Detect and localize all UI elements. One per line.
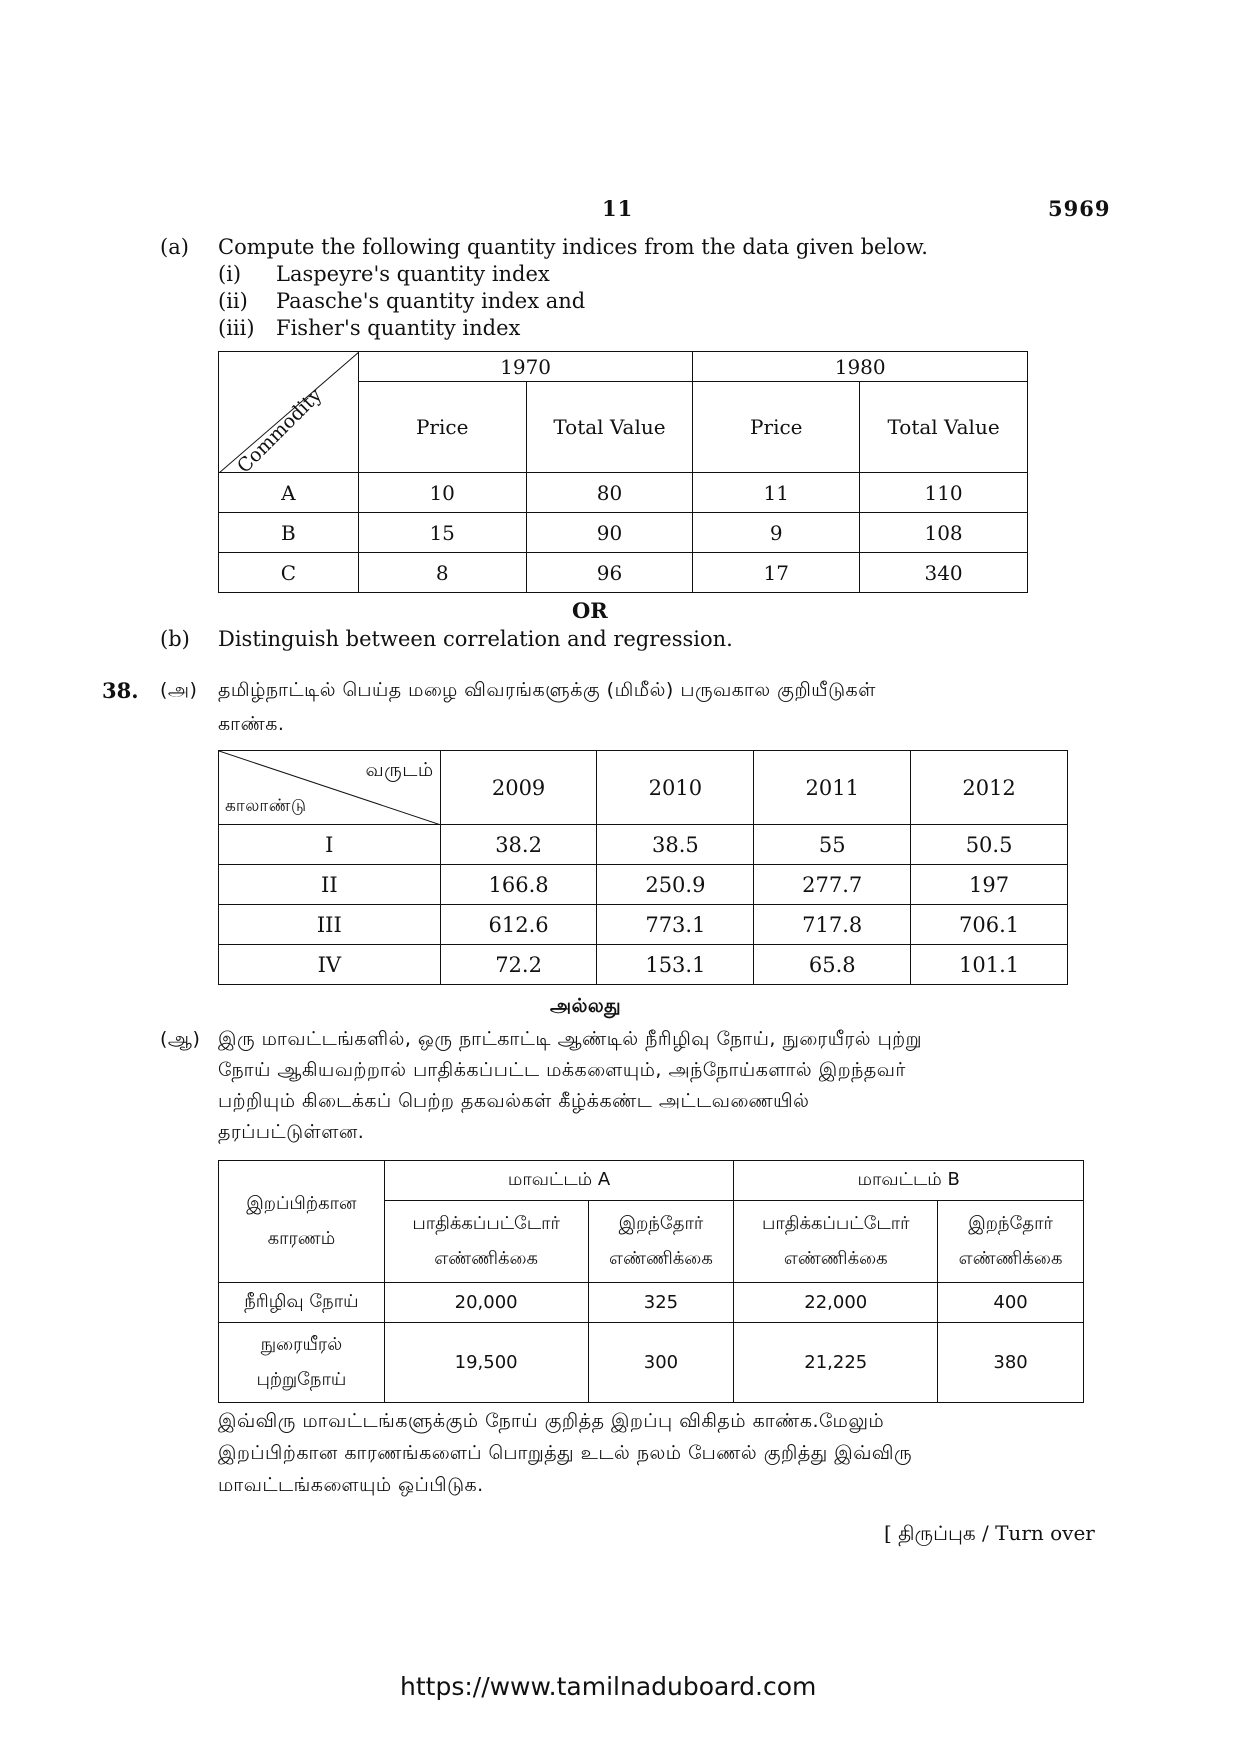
q38b-text: தரப்பட்டுள்ளன. — [218, 1121, 365, 1143]
cell: 15 — [358, 513, 526, 553]
q38a-text: தமிழ்நாட்டில் பெய்த மழை விவரங்களுக்கு (மிமீல்) பருவகால குறியீடுகள் — [218, 679, 876, 701]
row-label: நீரிழிவு நோய் — [219, 1283, 385, 1323]
cell: 325 — [588, 1283, 734, 1323]
q37a-item-num: (i) — [218, 262, 242, 286]
year-header: 2011 — [754, 751, 911, 825]
cell: 90 — [526, 513, 693, 553]
cell: 10 — [358, 473, 526, 513]
q38b-text: நோய் ஆகியவற்றால் பாதிக்கப்பட்ட மக்களையும், அந்நோய்களால் இறந்தவர் — [218, 1059, 906, 1081]
question-number: 38. — [102, 678, 139, 703]
table-row — [219, 825, 1068, 865]
or-separator-tamil: அல்லது — [550, 995, 622, 1017]
cell: 717.8 — [754, 905, 911, 945]
table-row — [219, 473, 1028, 513]
q37a-text: Compute the following quantity indices from the data given below. — [218, 235, 928, 259]
q37b-label: (b) — [160, 627, 190, 651]
commodity-corner-cell — [219, 352, 359, 478]
column-header — [938, 1201, 1084, 1283]
column-header — [384, 1201, 588, 1283]
row-label-line: நுரையீரல் — [260, 1333, 343, 1355]
cell: 72.2 — [440, 945, 597, 985]
cell: 277.7 — [754, 865, 911, 905]
table-row — [219, 945, 1068, 985]
cell: 108 — [860, 513, 1028, 553]
cell: 11 — [693, 473, 860, 513]
q38b-text: இரு மாவட்டங்களில், ஒரு நாட்காட்டி ஆண்டில் நீரிழிவு நோய், நுரையீரல் புற்று — [218, 1028, 923, 1050]
page-number: 11 — [602, 196, 634, 221]
mortality-table — [218, 1160, 1084, 1403]
cell: 110 — [860, 473, 1028, 513]
q37a-item-text: Paasche's quantity index and — [276, 289, 586, 313]
cell: 706.1 — [911, 905, 1068, 945]
cell: 101.1 — [911, 945, 1068, 985]
column-header — [588, 1201, 734, 1283]
cell: 250.9 — [597, 865, 754, 905]
column-header-line: பாதிக்கப்பட்டோர் — [412, 1212, 560, 1234]
row-label: I — [219, 825, 441, 865]
year-header: 2010 — [597, 751, 754, 825]
cell: 773.1 — [597, 905, 754, 945]
column-header-line: எண்ணிக்கை — [609, 1247, 713, 1269]
q37a-item-text: Laspeyre's quantity index — [276, 262, 550, 286]
commodity-label: Commodity — [233, 384, 327, 478]
row-label-line: புற்றுநோய் — [256, 1368, 347, 1390]
cell: 9 — [693, 513, 860, 553]
year-header: 1980 — [693, 352, 1028, 382]
column-header: Total Value — [526, 382, 693, 473]
q38b-text: பற்றியும் கிடைக்கப் பெற்ற தகவல்கள் கீழ்க்கண்ட அட்டவணையில் — [218, 1090, 810, 1112]
year-header: 1970 — [358, 352, 693, 382]
cell: 17 — [693, 553, 860, 593]
closing-text: இறப்பிற்கான காரணங்களைப் பொறுத்து உடல் நலம் பேணல் குறித்து இவ்விரு — [218, 1442, 913, 1464]
row-label: II — [219, 865, 441, 905]
cell: 55 — [754, 825, 911, 865]
cell: 612.6 — [440, 905, 597, 945]
cause-header-line: இறப்பிற்கான — [246, 1192, 357, 1214]
cell: 8 — [358, 553, 526, 593]
cell: 400 — [938, 1283, 1084, 1323]
q37b-text: Distinguish between correlation and regression. — [218, 627, 733, 651]
q37a-item-num: (iii) — [218, 316, 255, 340]
cell: 50.5 — [911, 825, 1068, 865]
table-row — [219, 865, 1068, 905]
cell: 166.8 — [440, 865, 597, 905]
table-row — [219, 1323, 1084, 1403]
cell: 80 — [526, 473, 693, 513]
cause-header — [219, 1161, 385, 1283]
cell: 197 — [911, 865, 1068, 905]
column-header: Price — [358, 382, 526, 473]
q38a-text: காண்க. — [218, 713, 285, 735]
cell: 19,500 — [384, 1323, 588, 1403]
cause-header-line: காரணம் — [267, 1227, 336, 1249]
cell: 38.5 — [597, 825, 754, 865]
year-header: 2012 — [911, 751, 1068, 825]
row-label — [219, 1323, 385, 1403]
row-label: A — [219, 473, 359, 513]
quarter-corner-label: காலாண்டு — [225, 796, 307, 816]
paper-code: 5969 — [1048, 196, 1111, 221]
cell: 300 — [588, 1323, 734, 1403]
footer-url-link[interactable]: https://www.tamilnaduboard.com — [400, 1672, 817, 1701]
q37a-item-text: Fisher's quantity index — [276, 316, 521, 340]
row-label: IV — [219, 945, 441, 985]
q37a-item-num: (ii) — [218, 289, 248, 313]
column-header-line: இறந்தோர் — [618, 1212, 704, 1234]
q38a-label: (அ) — [160, 679, 198, 701]
district-header: மாவட்டம் B — [734, 1161, 1084, 1201]
table-row — [219, 553, 1028, 593]
column-header — [734, 1201, 938, 1283]
cell: 380 — [938, 1323, 1084, 1403]
cell: 340 — [860, 553, 1028, 593]
row-label: C — [219, 553, 359, 593]
cell: 22,000 — [734, 1283, 938, 1323]
turn-over-note: [ திருப்புக / Turn over — [884, 1521, 1095, 1545]
table-row — [219, 1283, 1084, 1323]
quarter-year-corner-cell — [219, 751, 441, 825]
cell: 96 — [526, 553, 693, 593]
column-header: Total Value — [860, 382, 1028, 473]
closing-text: இவ்விரு மாவட்டங்களுக்கும் நோய் குறித்த இறப்பு விகிதம் காண்க.மேலும் — [218, 1410, 885, 1432]
table-row — [219, 905, 1068, 945]
row-label: B — [219, 513, 359, 553]
column-header-line: இறந்தோர் — [968, 1212, 1053, 1234]
column-header: Price — [693, 382, 860, 473]
cell: 65.8 — [754, 945, 911, 985]
cell: 153.1 — [597, 945, 754, 985]
row-label: III — [219, 905, 441, 945]
table-row — [219, 513, 1028, 553]
closing-text: மாவட்டங்களையும் ஒப்பிடுக. — [218, 1474, 484, 1496]
cell: 20,000 — [384, 1283, 588, 1323]
year-header: 2009 — [440, 751, 597, 825]
quantity-index-table — [218, 351, 1028, 593]
column-header-line: பாதிக்கப்பட்டோர் — [761, 1212, 910, 1234]
q38b-label: (ஆ) — [160, 1028, 201, 1050]
cell: 21,225 — [734, 1323, 938, 1403]
q37a-label: (a) — [160, 235, 189, 259]
cell: 38.2 — [440, 825, 597, 865]
column-header-line: எண்ணிக்கை — [783, 1247, 888, 1269]
or-separator: OR — [572, 598, 608, 623]
column-header-line: எண்ணிக்கை — [434, 1247, 539, 1269]
year-corner-label: வருடம் — [365, 759, 434, 781]
rainfall-table — [218, 750, 1068, 985]
district-header: மாவட்டம் A — [384, 1161, 734, 1201]
column-header-line: எண்ணிக்கை — [958, 1247, 1063, 1269]
